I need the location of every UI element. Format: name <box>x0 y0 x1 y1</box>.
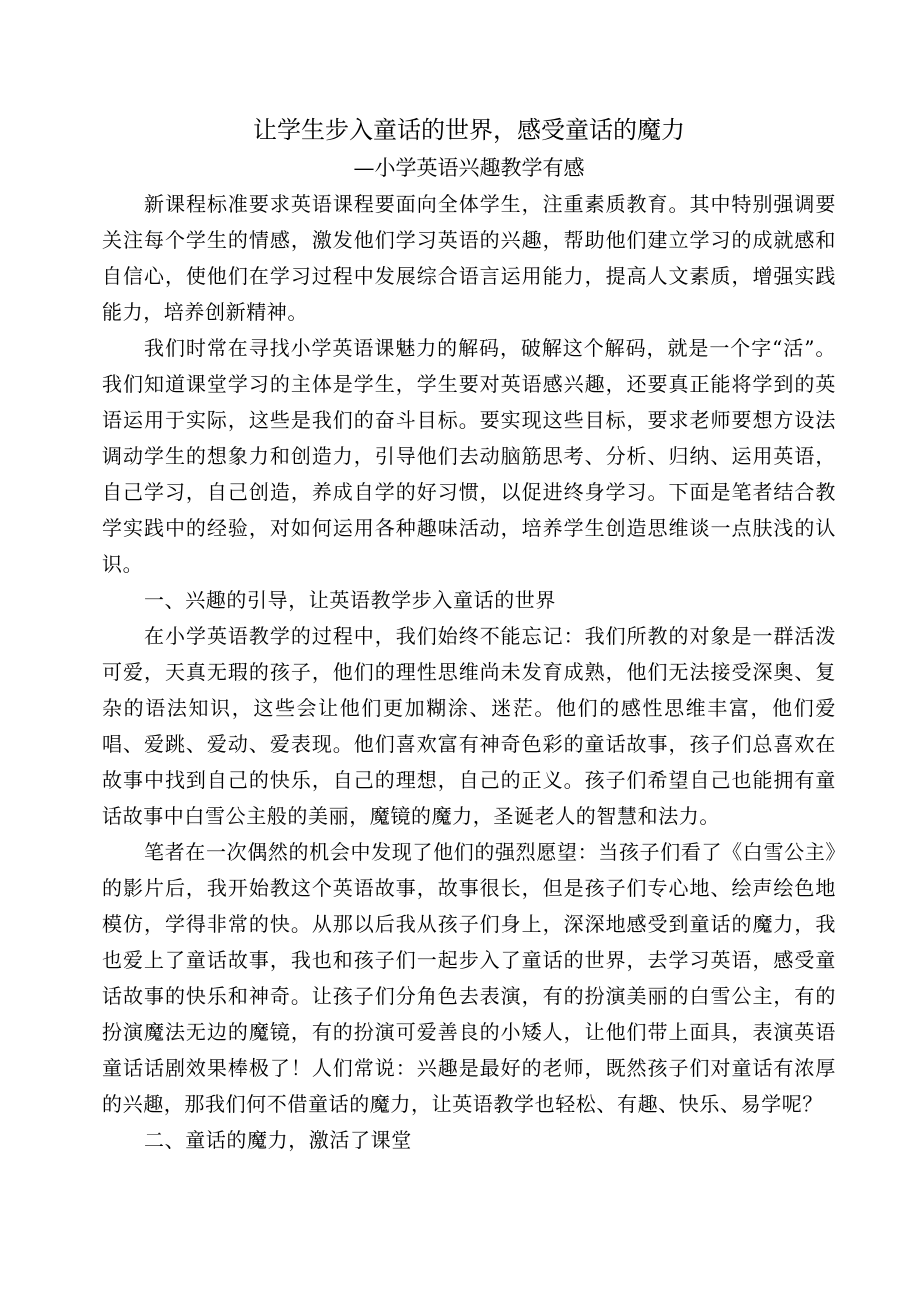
paragraph-section-1-b: 笔者在一次偶然的机会中发现了他们的强烈愿望：当孩子们看了《白雪公主》的影片后，我开始教这个英语故事，故事很长，但是孩子们专心地、绘声绘色地模仿，学得非常的快。从那以后我从孩子们身上，深深地感受到童话的魔力，我也爱上了童话故事，我也和孩子们一起步入了童话的世界，去学习英语，感受童话故事的快乐和神奇。让孩子们分角色去表演，有的扮演美丽的白雪公主，有的扮演魔法无边的魔镜，有的扮演可爱善良的小矮人，让他们带上面具，表演英语童话话剧效果棒极了！人们常说：兴趣是最好的老师，既然孩子们对童话有浓厚的兴趣，那我们何不借童话的魔力，让英语教学也轻松、有趣、快乐、易学呢？ <box>102 840 836 1116</box>
document-title: 让学生步入童话的世界，感受童话的魔力 <box>253 116 685 144</box>
section-heading-2: 二、童话的魔力，激活了课堂 <box>144 1128 412 1152</box>
document-body <box>102 110 836 1158</box>
document-subtitle: —小学英语兴趣教学有感 <box>353 156 585 180</box>
paragraph-intro: 新课程标准要求英语课程要面向全体学生，注重素质教育。其中特别强调要关注每个学生的情感，激发他们学习英语的兴趣，帮助他们建立学习的成就感和自信心，使他们在学习过程中发展综合语言运用能力，提高人文素质，增强实践能力，培养创新精神。 <box>102 192 836 324</box>
section-heading-1: 一、兴趣的引导，让英语教学步入童话的世界 <box>144 588 556 612</box>
paragraph-section-1-a: 在小学英语教学的过程中，我们始终不能忘记：我们所教的对象是一群活泼可爱，天真无瑕的孩子，他们的理性思维尚未发育成熟，他们无法接受深奥、复杂的语法知识，这些会让他们更加糊涂、迷茫。他们的感性思维丰富，他们爱唱、爱跳、爱动、爱表现。他们喜欢富有神奇色彩的童话故事，孩子们总喜欢在故事中找到自己的快乐，自己的理想，自己的正义。孩子们希望自己也能拥有童话故事中白雪公主般的美丽，魔镜的魔力，圣诞老人的智慧和法力。 <box>102 624 836 828</box>
paragraph-background: 我们时常在寻找小学英语课魅力的解码，破解这个解码，就是一个字“活”。我们知道课堂学习的主体是学生，学生要对英语感兴趣，还要真正能将学到的英语运用于实际，这些是我们的奋斗目标。要实现这些目标，要求老师要想方设法调动学生的想象力和创造力，引导他们去动脑筋思考、分析、归纳、运用英语，自己学习，自己创造，养成自学的好习惯，以促进终身学习。下面是笔者结合教学实践中的经验，对如何运用各种趣味活动，培养学生创造思维谈一点肤浅的认识。 <box>102 336 836 576</box>
